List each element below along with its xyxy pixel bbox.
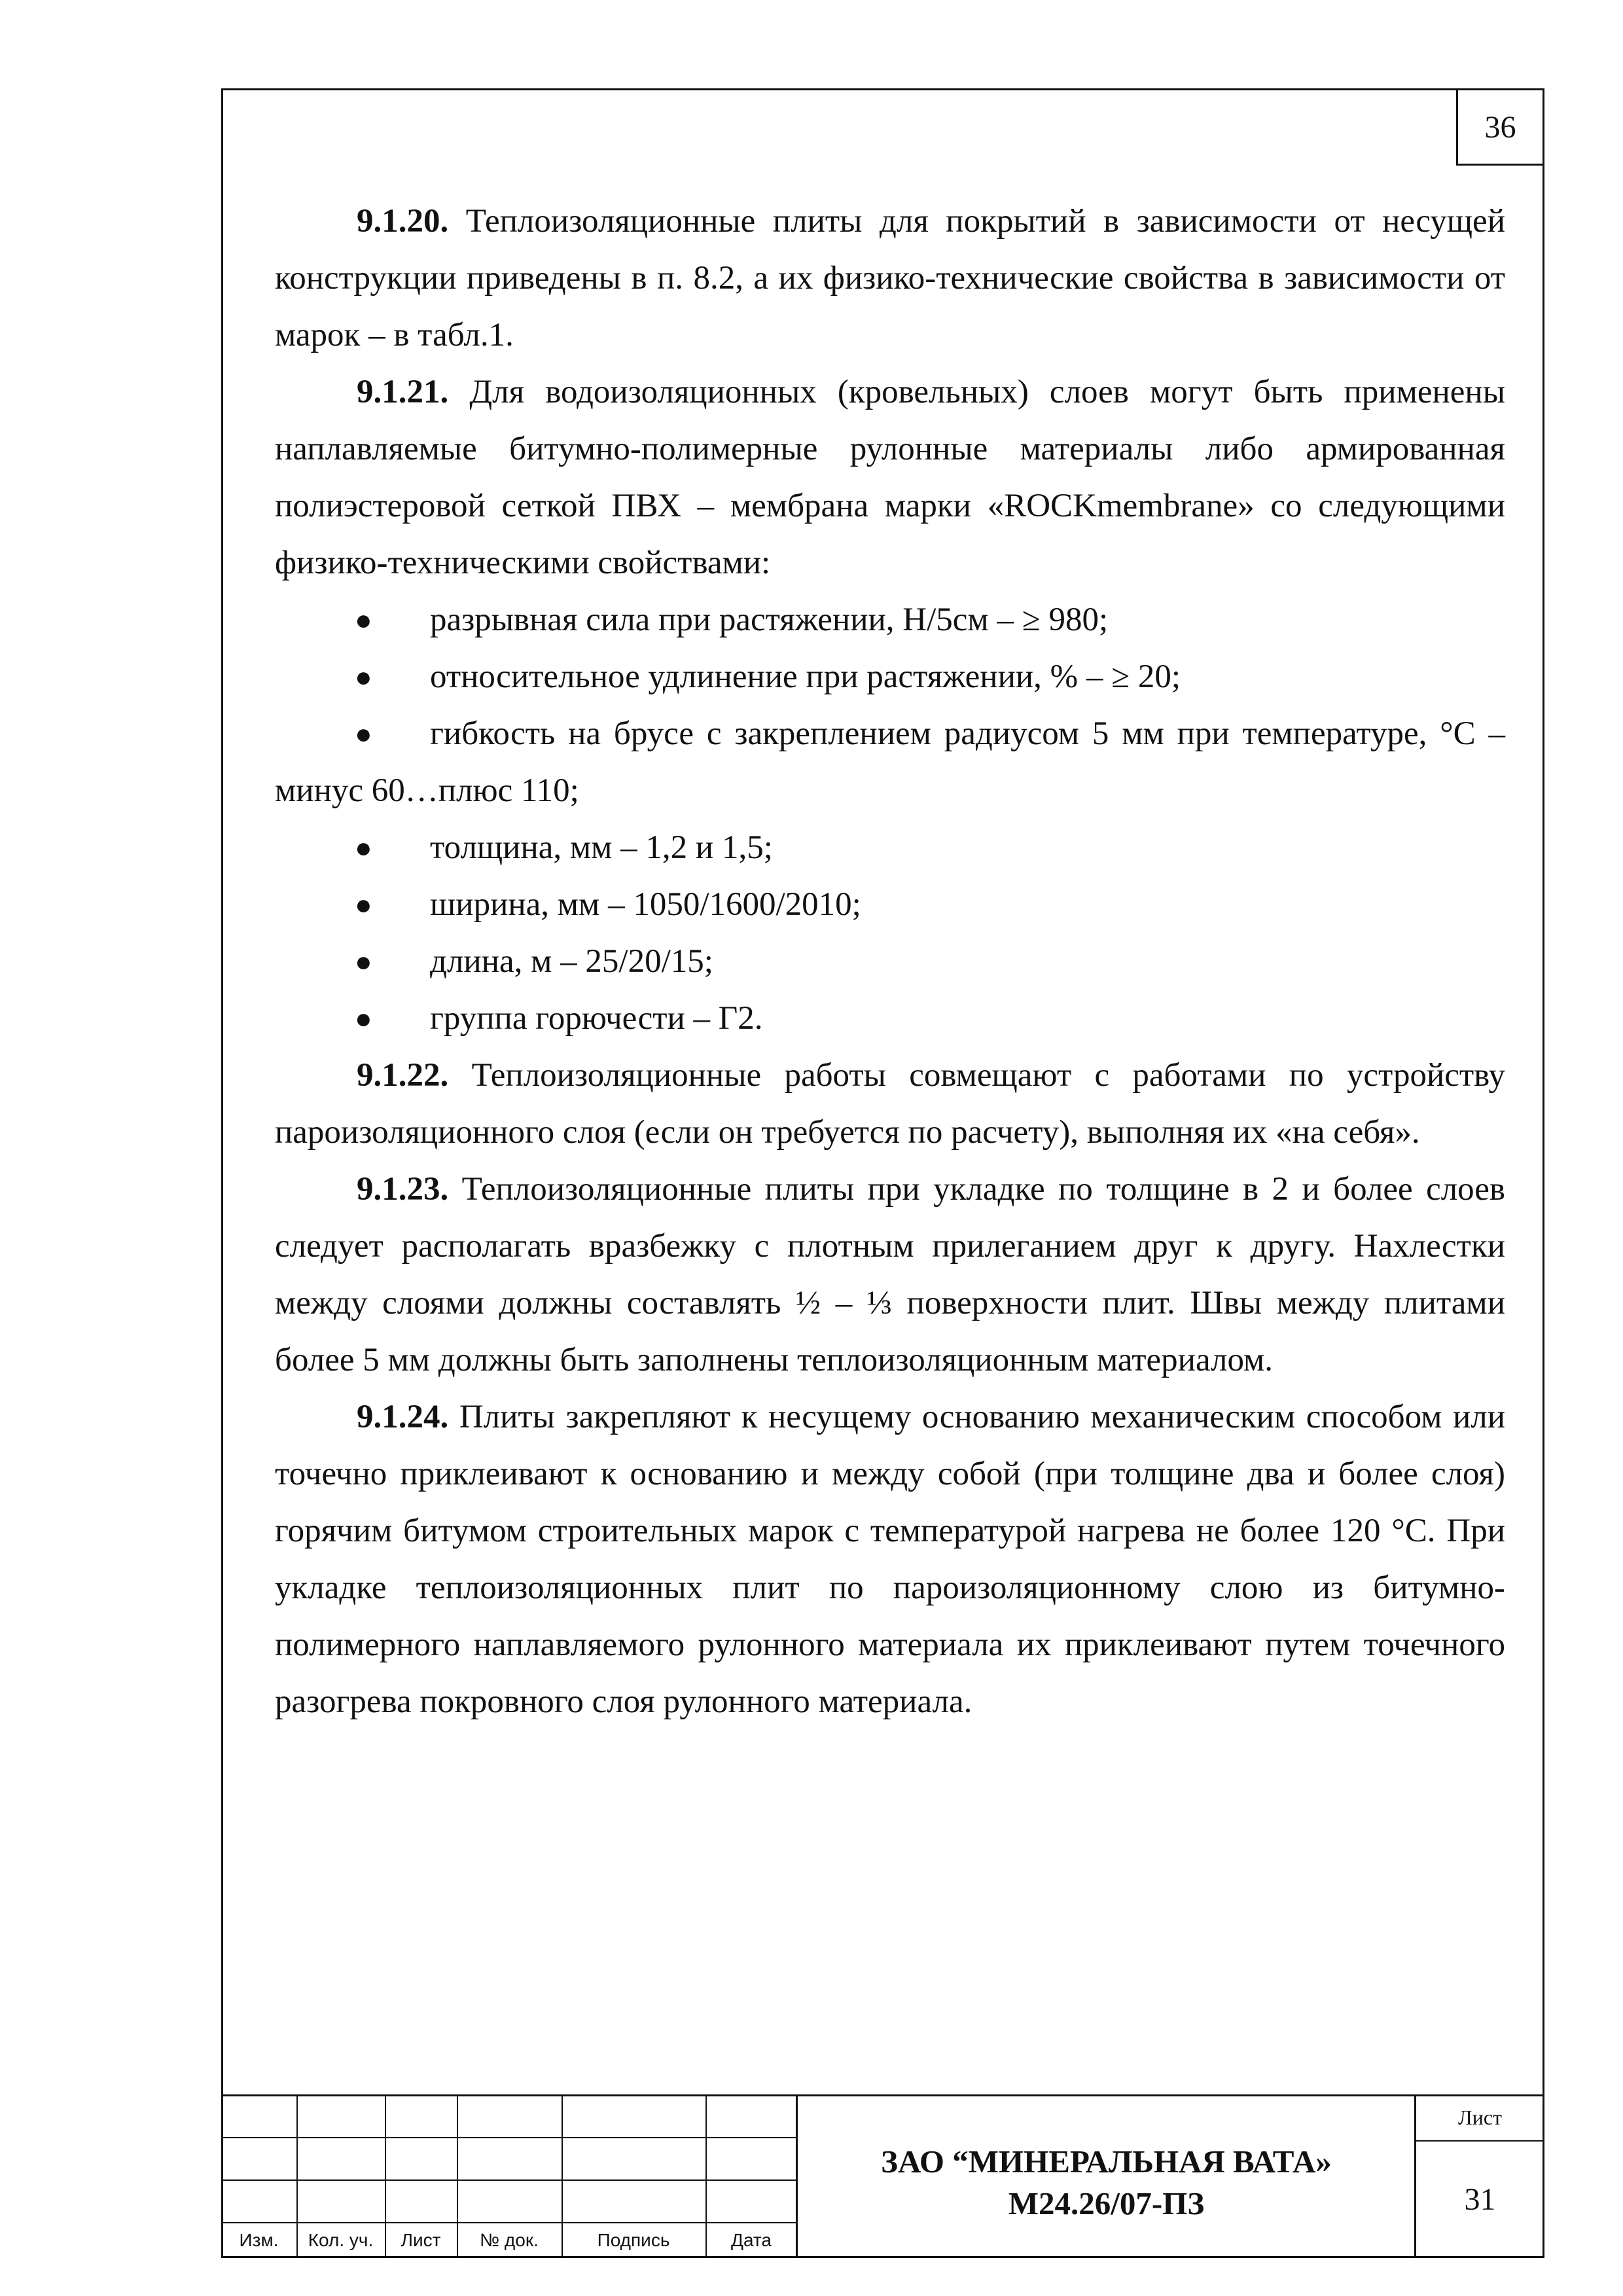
company-name: ЗАО “МИНЕРАЛЬНАЯ ВАТА» [881,2144,1332,2179]
column-signature: Подпись [597,2229,670,2250]
list-item [275,990,1505,1047]
list-item-text: группа горючести – Г2. [430,1000,763,1037]
paragraph-9-1-22 [275,1047,1505,1161]
bullet-icon: ● [355,1003,372,1035]
list-item [275,706,1505,819]
clause-number: 9.1.20. [357,203,449,240]
bullet-icon: ● [355,889,372,921]
list-item-text: ширина, мм – 1050/1600/2010; [430,886,861,923]
sheet-label: Лист [1457,2105,1502,2129]
clause-text: Теплоизоляционные плиты для покрытий в зависимости от несущей конструкции приведены в п. 8.2, а их физико-технические свойства в зависимости от марок – в табл.1. [275,203,1505,353]
clause-number: 9.1.21. [357,374,449,410]
document-code: М24.26/07-ПЗ [1008,2185,1205,2221]
list-item-text: разрывная сила при растяжении, Н/5см – ≥ 980; [430,601,1109,638]
list-item-text: относительное удлинение при растяжении, % – ≥ 20; [430,658,1181,695]
list-item-text: длина, м – 25/20/15; [430,943,713,980]
grid-line [221,2137,797,2138]
column-kol-uch: Кол. уч. [308,2229,374,2250]
paragraph-9-1-21 [275,364,1505,592]
column-list: Лист [401,2229,441,2250]
bullet-icon: ● [355,661,372,693]
bullet-icon: ● [355,946,372,978]
document-body [275,193,1505,1731]
grid-line [221,2179,797,2181]
clause-text: Теплоизоляционные плиты при укладке по толщине в 2 и более слоев следует располагать вразбежку с плотным прилеганием друг к другу. Нахлестки между слоями должны составлять ½ – ⅓ поверхности плит. Швы между плитами более 5 мм должны быть заполнены теплоизоляционным материалом. [275,1171,1505,1378]
page-number: 36 [1456,88,1544,166]
paragraph-9-1-23 [275,1161,1505,1389]
list-item-text: гибкость на брусе с закреплением радиусом 5 мм при температуре, °С – минус 60…плюс 110; [275,715,1505,809]
clause-number: 9.1.22. [357,1057,449,1094]
revision-grid [221,2094,797,2258]
column-doc-number: № док. [480,2229,539,2250]
title-block [221,2094,1544,2258]
paragraph-9-1-24 [275,1389,1505,1731]
list-item [275,876,1505,933]
clause-number: 9.1.24. [357,1399,449,1435]
paragraph-9-1-20 [275,193,1505,364]
clause-number: 9.1.23. [357,1171,449,1208]
company-block [797,2094,1416,2258]
bullet-icon: ● [355,832,372,864]
sheet-number: 31 [1464,2181,1496,2217]
list-item [275,592,1505,649]
list-item [275,819,1505,876]
column-izm: Изм. [239,2229,279,2250]
bullet-icon: ● [355,718,372,750]
clause-text: Для водоизоляционных (кровельных) слоев могут быть применены наплавляемые битумно-полимерные рулонные материалы либо армированная полиэстеровой сеткой ПВХ – мембрана марки «ROCKmembrane» со следующими физико-техническими свойствами: [275,374,1505,581]
bullet-icon: ● [355,604,372,636]
list-item-text: толщина, мм – 1,2 и 1,5; [430,829,773,866]
list-item [275,933,1505,990]
list-item [275,649,1505,706]
column-date: Дата [730,2229,772,2250]
clause-text: Плиты закрепляют к несущему основанию механическим способом или точечно приклеивают к основанию и между собой (при толщине два и более слоя) горячим битумом строительных марок с температурой нагрева не более 120 °С. При укладке теплоизоляционных плит по пароизоляционному слою из битумно-полимерного наплавляемого рулонного материала их приклеивают путем точечного разогрева покровного слоя рулонного материала. [275,1399,1505,1720]
clause-text: Теплоизоляционные работы совмещают с работами по устройству пароизоляционного слоя (если он требуется по расчету), выполняя их «на себя». [275,1057,1505,1151]
